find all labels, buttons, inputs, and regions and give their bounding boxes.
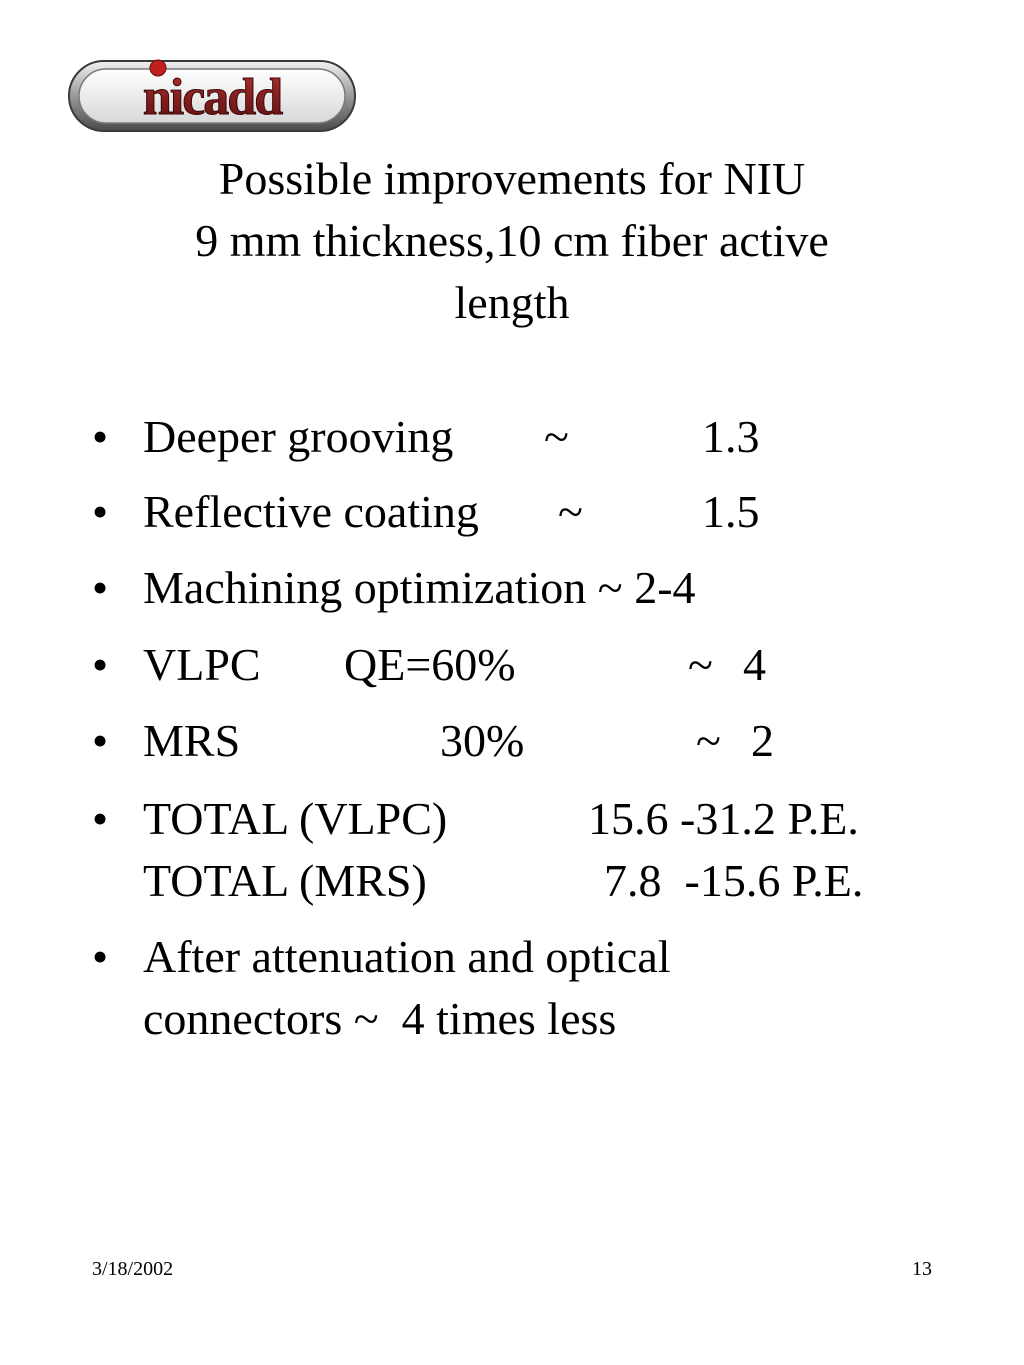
bullet-icon: • [91, 793, 109, 844]
attenuation-line-2: connectors ~ 4 times less [143, 993, 617, 1044]
total-vlpc-label: TOTAL (VLPC) [143, 793, 448, 844]
logo-wordmark: nicadd [142, 69, 282, 126]
title-line-2: 9 mm thickness,10 cm fiber active [195, 215, 829, 266]
attenuation-line-1: After attenuation and optical [143, 931, 671, 982]
total-vlpc-value: 15.6 -31.2 P.E. [588, 793, 859, 844]
title-line-1: Possible improvements for NIU [218, 153, 806, 204]
bullet-tilde: ~ [558, 486, 583, 537]
bullet-param: QE=60% [344, 639, 516, 690]
bullet-icon: • [91, 562, 109, 613]
bullet-value: 1.5 [702, 486, 760, 537]
bullet-icon: • [91, 931, 109, 982]
bullet-value: 1.3 [702, 411, 760, 462]
bullet-icon: • [91, 486, 109, 537]
bullet-text: Machining optimization ~ 2-4 [143, 562, 696, 613]
list-item-totals [0, 788, 1024, 912]
bullet-label: VLPC [143, 639, 261, 690]
bullet-icon: • [91, 639, 109, 690]
bullet-tilde: ~ [696, 715, 721, 766]
bullet-label: MRS [143, 715, 241, 766]
list-item-attenuation [0, 926, 1024, 1050]
total-mrs-value: 7.8 -15.6 P.E. [604, 855, 864, 906]
page-number: 13 [912, 1258, 932, 1280]
bullet-icon: • [91, 715, 109, 766]
total-mrs-label: TOTAL (MRS) [143, 855, 427, 906]
bullet-icon: • [91, 411, 109, 462]
bullet-tilde: ~ [544, 411, 569, 462]
bullet-label: Deeper grooving [143, 411, 454, 462]
bullet-label: Reflective coating [143, 486, 479, 537]
bullet-tilde: ~ [688, 639, 713, 690]
footer-date: 3/18/2002 [92, 1258, 174, 1280]
title-line-3: length [454, 277, 570, 328]
bullet-value: 2 [751, 715, 774, 766]
bullet-param: 30% [440, 715, 525, 766]
bullet-value: 4 [743, 639, 766, 690]
